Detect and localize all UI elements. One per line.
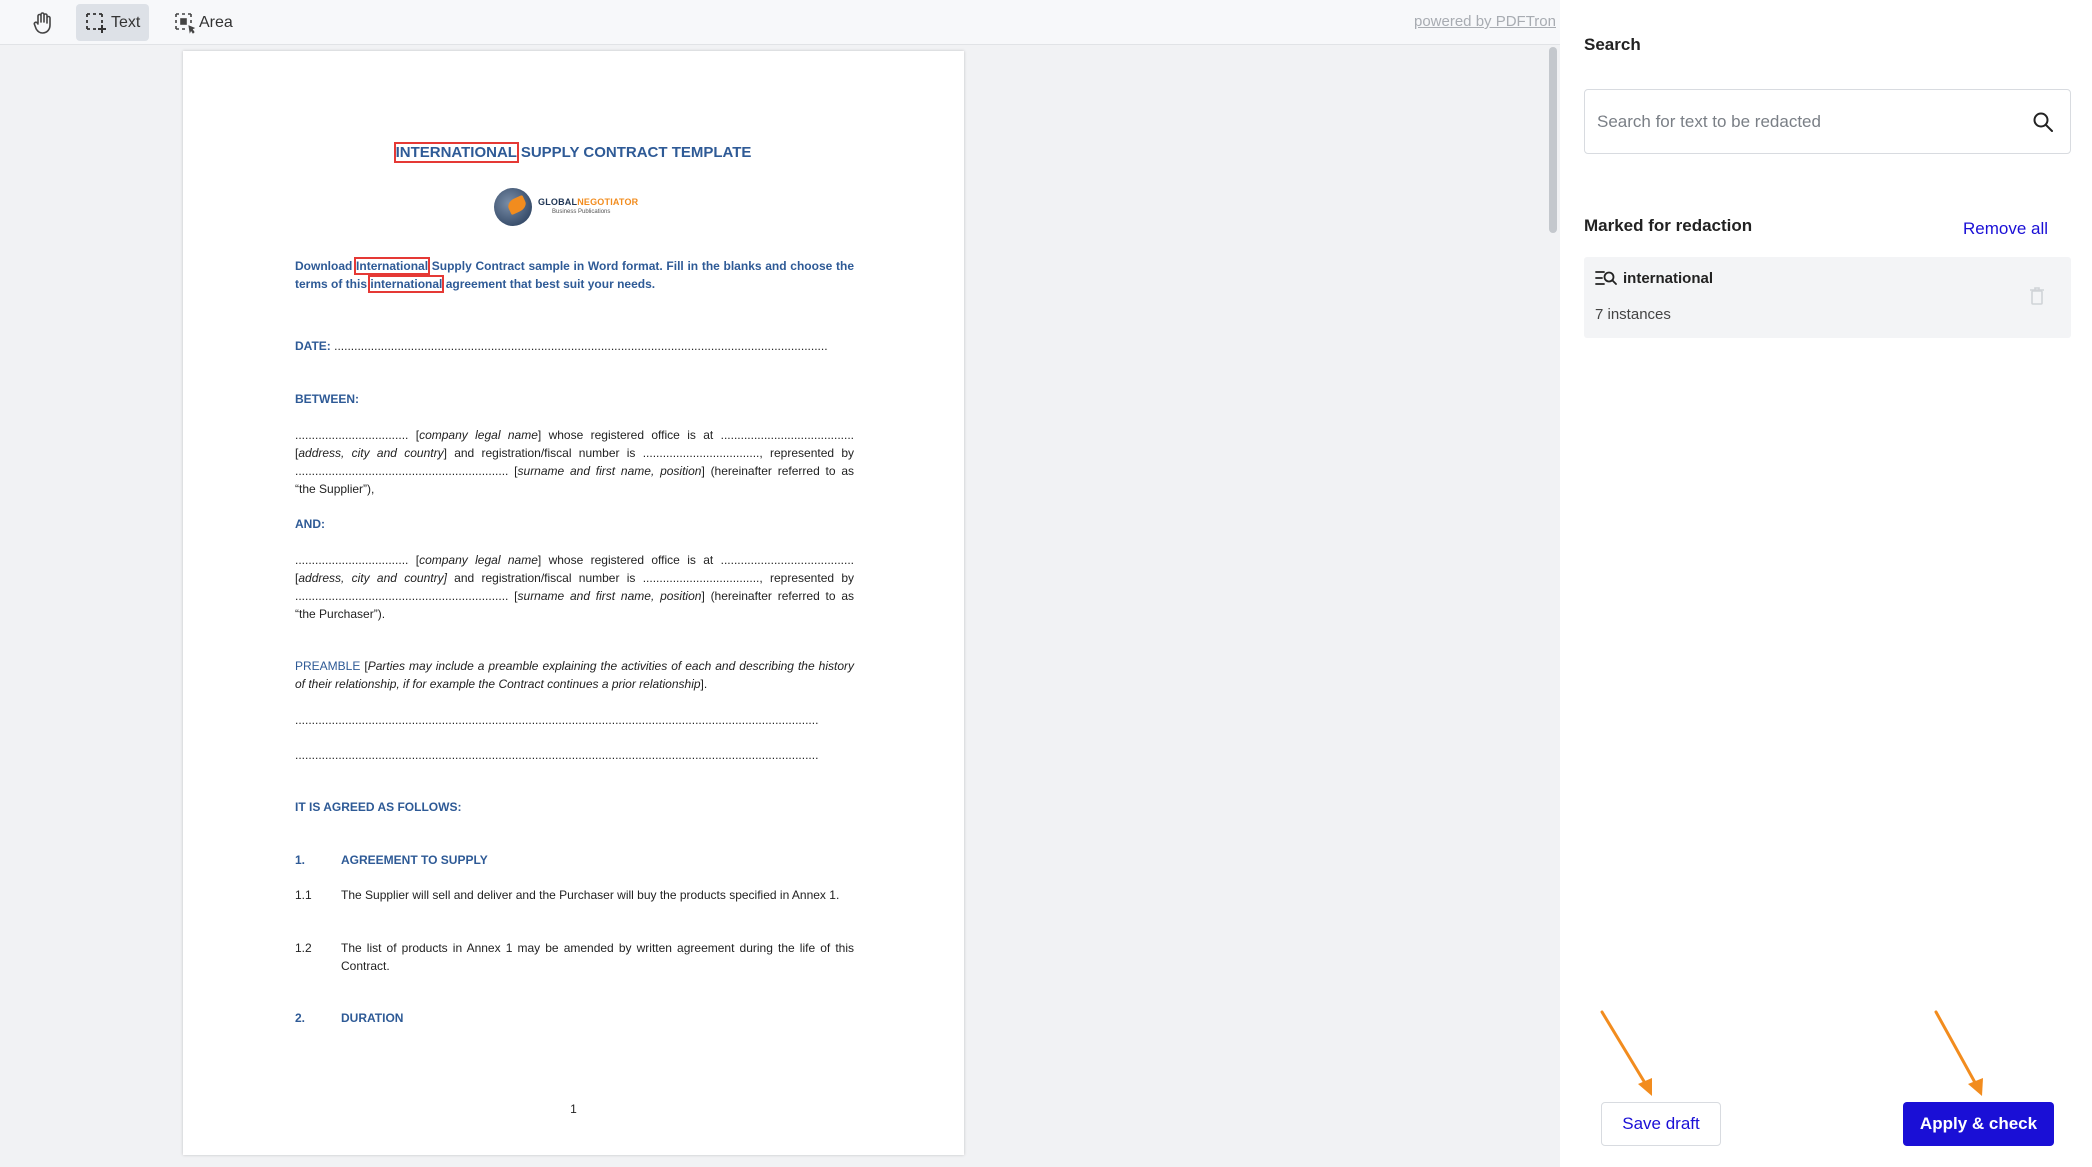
area-select-icon [174,12,196,34]
search-icon[interactable] [2032,111,2054,133]
search-input[interactable] [1597,90,2017,153]
blank-line: ............................................................................................................................................................. [295,748,819,762]
redaction-mark[interactable]: international [370,277,443,291]
annotation-arrow [1598,1008,1662,1098]
and-heading: AND: [295,517,325,531]
apply-check-button[interactable]: Apply & check [1903,1102,2054,1146]
between-heading: BETWEEN: [295,392,359,406]
trash-icon[interactable] [2029,286,2045,306]
scroll-thumb[interactable] [1549,47,1557,233]
intro-paragraph: Download International Supply Contract sample in Word format. Fill in the blanks and choose the terms of this international agreement that best suit your needs. [295,259,854,291]
area-redaction-tool-button[interactable] [172,4,242,41]
redaction-mark[interactable]: International [356,259,429,273]
annotation-arrow [1932,1008,1996,1098]
hand-icon [32,11,54,35]
text-select-icon [85,12,107,34]
text-redaction-tool-button[interactable] [76,4,149,41]
redaction-mark[interactable]: INTERNATIONAL [395,144,517,161]
redaction-item[interactable] [1584,257,2071,338]
document-title: INTERNATIONAL SUPPLY CONTRACT TEMPLATE [395,144,752,161]
marked-for-redaction-title: Marked for redaction [1584,216,1753,235]
powered-by-link[interactable]: powered by PDFTron [1413,13,1556,30]
global-negotiator-logo: GLOBALNEGOTIATOR Business Publications [494,187,654,227]
viewer-scrollbar[interactable] [1546,45,1560,1167]
redaction-item-label: international [1623,270,1714,287]
clause-1-1: 1.1 The Supplier will sell and deliver and the Purchaser will buy the products specified in Annex 1. [295,888,840,902]
preamble-paragraph: PREAMBLE [Parties may include a preamble explaining the activities of each and describing the history of their relationship, if for example the Contract continues a prior relationship]. [295,659,854,691]
section-1-heading: 1. AGREEMENT TO SUPPLY [295,853,488,867]
clause-1-2: 1.2 The list of products in Annex 1 may be amended by written agreement during the life of this Contract. [295,941,854,973]
page-number: 1 [570,1102,577,1116]
redaction-item-count: 7 instances [1595,306,1671,323]
supplier-paragraph: .................................. [company legal name] whose registered office is at ........................................ [address, city and country] and registration/fiscal number is ..................................., represented by ................................................................ [surname and first name, position] (hereinafter referred to as “the Supplier”), [295,428,855,496]
agreed-heading: IT IS AGREED AS FOLLOWS: [295,800,462,814]
section-2-heading: 2. DURATION [295,1011,404,1025]
date-line: DATE: .................................................................................................................................................... [295,339,828,353]
globe-icon [494,188,532,226]
remove-all-link[interactable]: Remove all [1963,219,2049,238]
search-title: Search [1584,35,1641,54]
purchaser-paragraph: .................................. [company legal name] whose registered office is at ........................................ [address, city and country] and registration/fiscal number is ..................................., represented by ................................................................ [surname and first name, position] (hereinafter referred to as “the Purchaser”). [295,553,855,621]
text-search-icon [1595,269,1617,287]
pan-tool-button[interactable] [26,4,60,41]
viewer-toolbar [0,0,1560,45]
document-page [183,51,964,1155]
redaction-panel [1560,0,2092,1167]
text-tool-label: Text [111,13,141,31]
search-box [1584,89,2071,154]
blank-line: ............................................................................................................................................................. [295,713,819,727]
save-draft-button[interactable]: Save draft [1601,1102,1721,1146]
area-tool-label: Area [199,13,233,31]
